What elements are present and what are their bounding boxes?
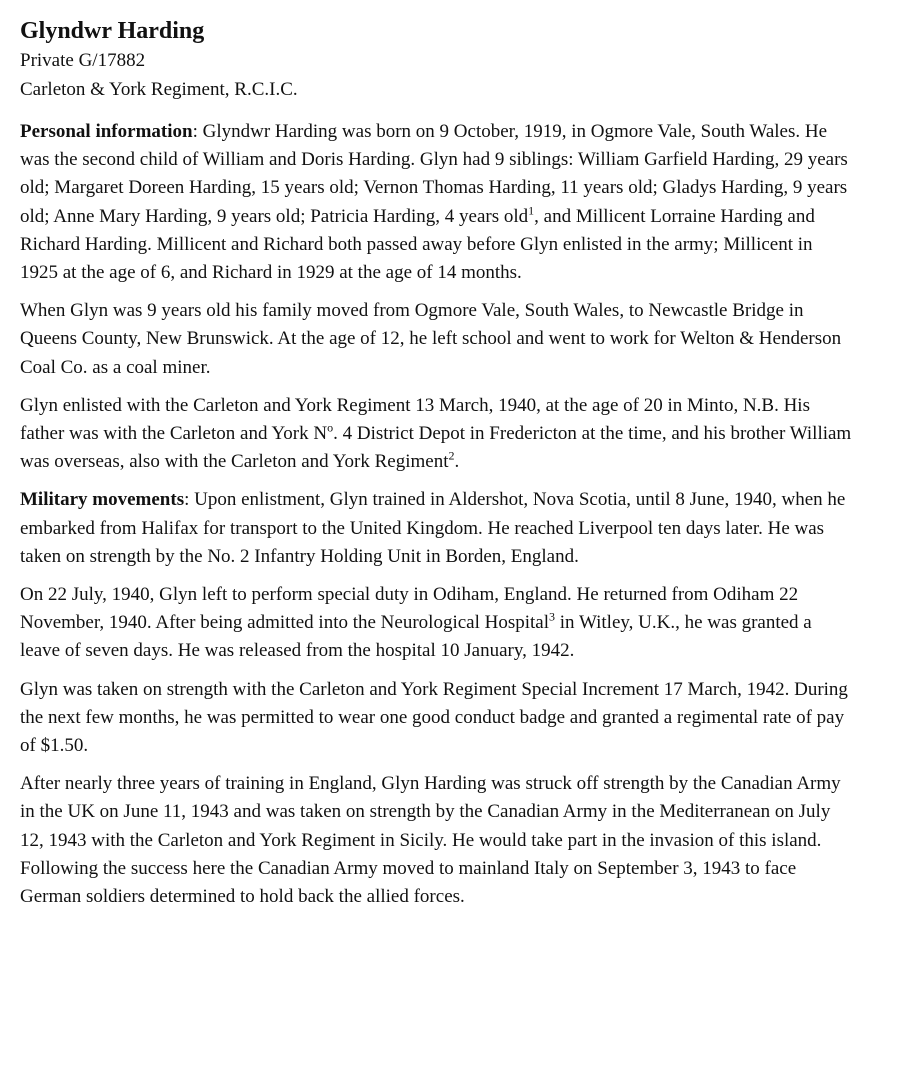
family-move-paragraph: When Glyn was 9 years old his family moved from Ogmore Vale, South Wales, to Newcastle Bridge in Queens County, New Brunswick. At the age of 12, he left school and went to work for Welton & Henderson Coal Co. as a coal miner. bbox=[20, 300, 842, 378]
enlistment-paragraph bbox=[20, 392, 855, 477]
special-increment-paragraph: Glyn was taken on strength with the Carleton and York Regiment Special Increment 17 March, 1942. During the next few months, he was permitted to wear one good conduct badge and granted a regimental rate of pay of $1.50. bbox=[20, 678, 848, 757]
soldier-name-heading: Glyndwr Harding bbox=[20, 18, 205, 44]
enlistment-text-part-1: Glyn enlisted with the Carleton and York Regiment 13 March, 1940, at the age of 20 in Minto, N.B. His father was with the Carleton and York N bbox=[20, 394, 810, 445]
odiham-paragraph bbox=[20, 581, 855, 666]
footnote-marker-1: 1 bbox=[528, 203, 535, 218]
regiment-line: Carleton & York Regiment, R.C.I.C. bbox=[20, 79, 298, 100]
header-spacer bbox=[20, 104, 878, 118]
personal-text-part-2: , and Millicent Lorraine Harding and Richard Harding. Millicent and Richard both passed away before Glyn enlisted in the army; Millicent in 1925 at the age of 6, and Richard in 1929 at the age of 14 months. bbox=[20, 205, 815, 284]
personal-information-paragraph bbox=[20, 118, 855, 287]
number-abbrev-superscript: o bbox=[327, 420, 334, 435]
odiham-text-part-1: On 22 July, 1940, Glyn left to perform special duty in Odiham, England. He returned from Odiham 22 November, 1940. After being admitted into the Neurological Hospital bbox=[20, 584, 799, 634]
odiham-text-part-2: in Witley, U.K., he was granted a leave of seven days. He was released from the hospital 10 January, 1942. bbox=[20, 612, 812, 662]
italy-campaign-paragraph: After nearly three years of training in England, Glyn Harding was struck off strength by the Canadian Army in the UK on June 11, 1943 and was taken on strength by the Canadian Army in the Mediterranean on July 12, 1943 with the Carleton and York Regiment in Sicily. He would take part in the invasion of this island. Following the success here the Canadian Army moved to mainland Italy on September 3, 1943 to face German soldiers determined to hold back the allied forces. bbox=[20, 773, 841, 908]
footnote-marker-3: 3 bbox=[549, 609, 556, 624]
enlistment-text-part-2: . 4 District Depot in Fredericton at the time, and his brother William was overseas, also with the Carleton and York Regiment bbox=[20, 423, 852, 473]
military-movements-paragraph bbox=[20, 486, 855, 571]
personal-text-part-1: : Glyndwr Harding was born on 9 October, 1919, in Ogmore Vale, South Wales. He was the second child of William and Doris Harding. Glyn had 9 siblings: William Garfield Harding, 29 years old; Margaret Doreen Harding, 15 years old; Vernon Thomas Harding, 11 years old; Gladys Harding, 9 years old; Anne Mary Harding, 9 years old; Patricia Harding, 4 years old bbox=[20, 121, 848, 227]
footnote-marker-2: 2 bbox=[448, 448, 455, 463]
enlistment-text-part-3: . bbox=[454, 451, 460, 473]
personal-information-lead: Personal information bbox=[20, 121, 193, 142]
military-movements-lead: Military movements bbox=[20, 489, 185, 511]
rank-and-number: Private G/17882 bbox=[20, 50, 146, 71]
military-movements-text: : Upon enlistment, Glyn trained in Aldershot, Nova Scotia, until 8 June, 1940, when he embarked from Halifax for transport to the United Kingdom. He reached Liverpool ten days later. He was taken on strength by the No. 2 Infantry Holding Unit in Borden, England. bbox=[20, 489, 846, 567]
